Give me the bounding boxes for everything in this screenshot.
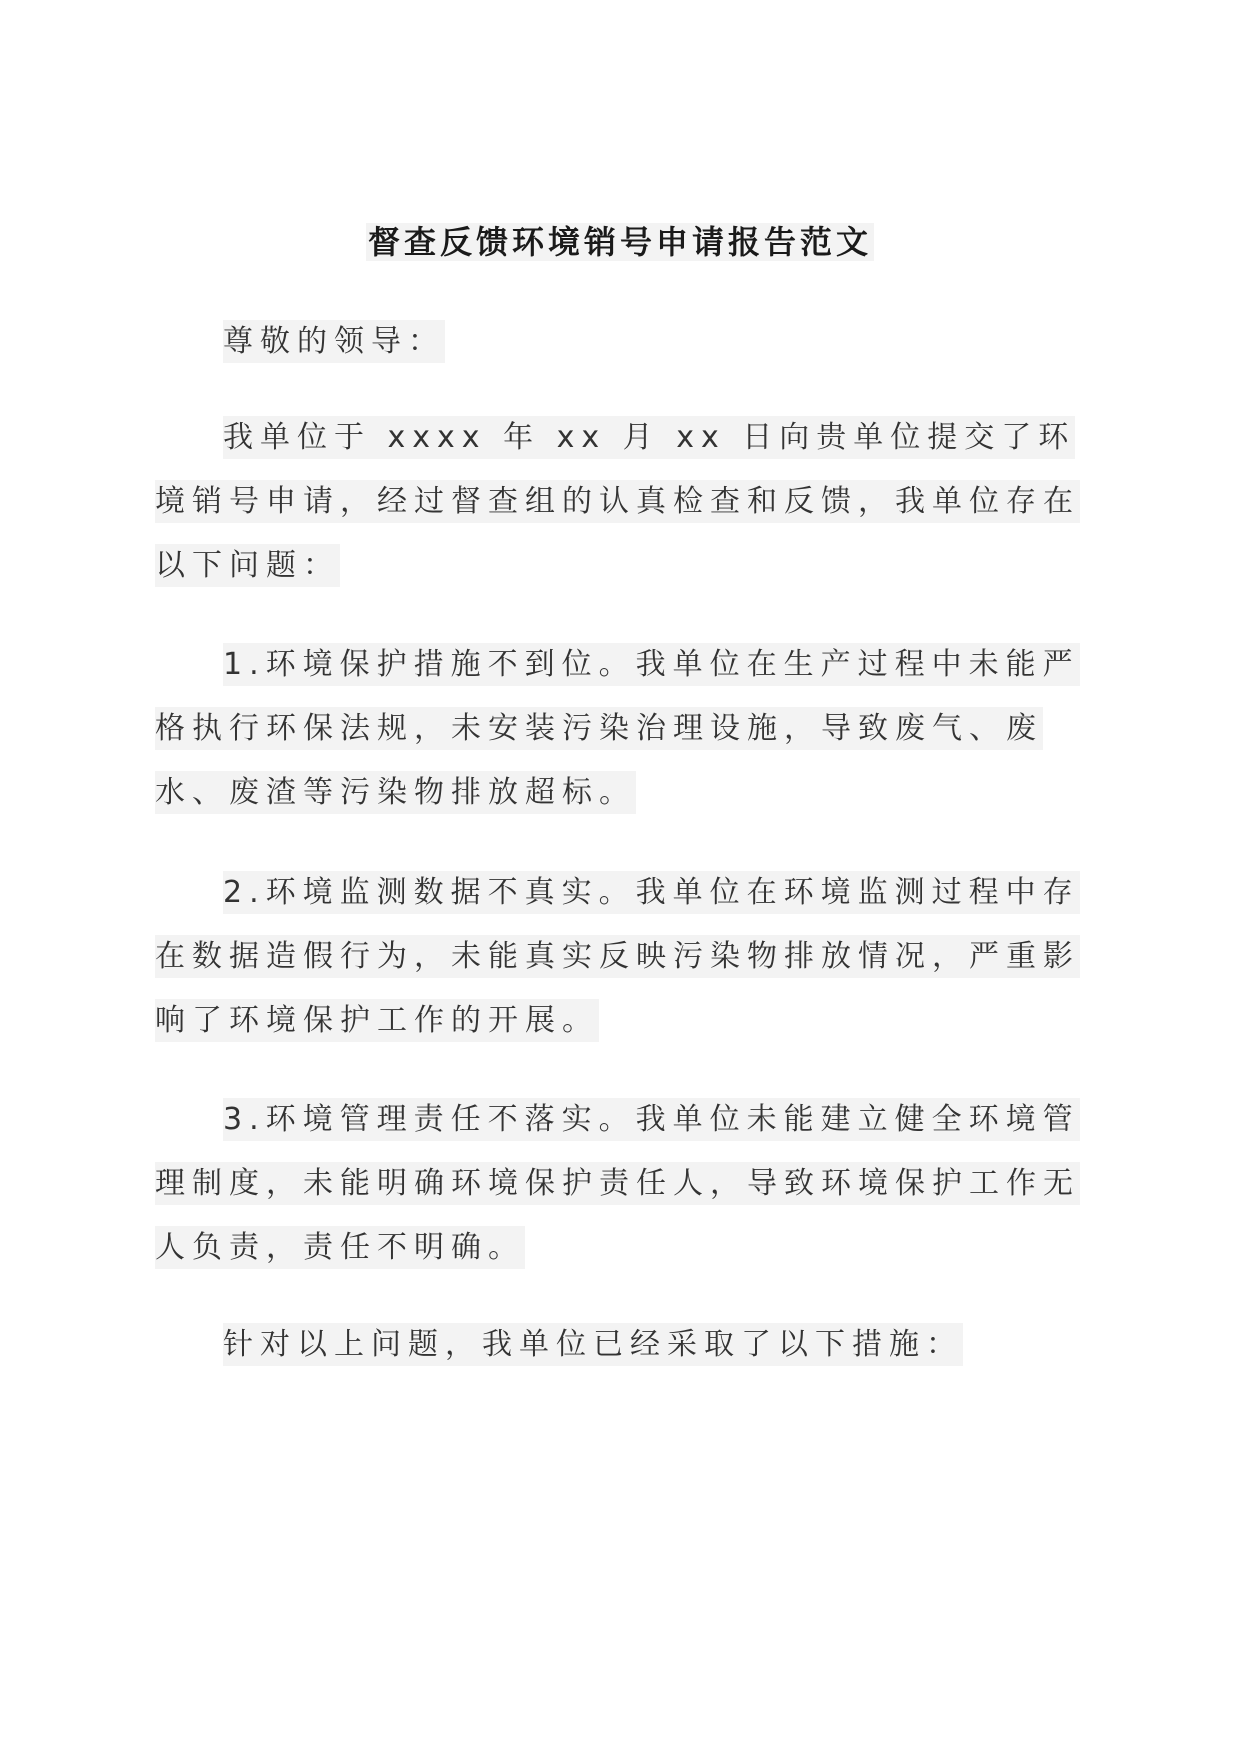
salutation bbox=[155, 310, 1095, 374]
measures-block bbox=[155, 1313, 1095, 1377]
issue-paragraph-2 bbox=[155, 861, 1095, 1053]
issue-paragraph-3 bbox=[155, 1088, 1095, 1280]
measures-intro-paragraph bbox=[155, 1313, 1095, 1377]
intro-text: 我单位于 xxxx 年 xx 月 xx 日向贵单位提交了环境销号申请，经过督查组的认真检查和反馈，我单位存在以下问题： bbox=[155, 416, 1080, 587]
issue-paragraph-1 bbox=[155, 633, 1095, 825]
issue-block-3 bbox=[155, 1088, 1095, 1280]
document-title-text: 督查反馈环境销号申请报告范文 bbox=[367, 223, 872, 261]
issue-text-2: 2.环境监测数据不真实。我单位在环境监测过程中存在数据造假行为，未能真实反映污染物排放情况，严重影响了环境保护工作的开展。 bbox=[155, 871, 1080, 1042]
document-title bbox=[0, 222, 1240, 262]
issue-text-1: 1.环境保护措施不到位。我单位在生产过程中未能严格执行环保法规，未安装污染治理设施，导致废气、废水、废渣等污染物排放超标。 bbox=[155, 643, 1080, 814]
issue-text-3: 3.环境管理责任不落实。我单位未能建立健全环境管理制度，未能明确环境保护责任人，导致环境保护工作无人负责，责任不明确。 bbox=[155, 1098, 1080, 1269]
intro-block bbox=[155, 406, 1095, 598]
issue-block-1 bbox=[155, 633, 1095, 825]
measures-intro-text: 针对以上问题，我单位已经采取了以下措施： bbox=[223, 1323, 963, 1366]
intro-paragraph bbox=[155, 406, 1095, 598]
salutation-text: 尊敬的领导： bbox=[223, 320, 445, 363]
issue-block-2 bbox=[155, 861, 1095, 1053]
salutation-block bbox=[155, 310, 1095, 374]
